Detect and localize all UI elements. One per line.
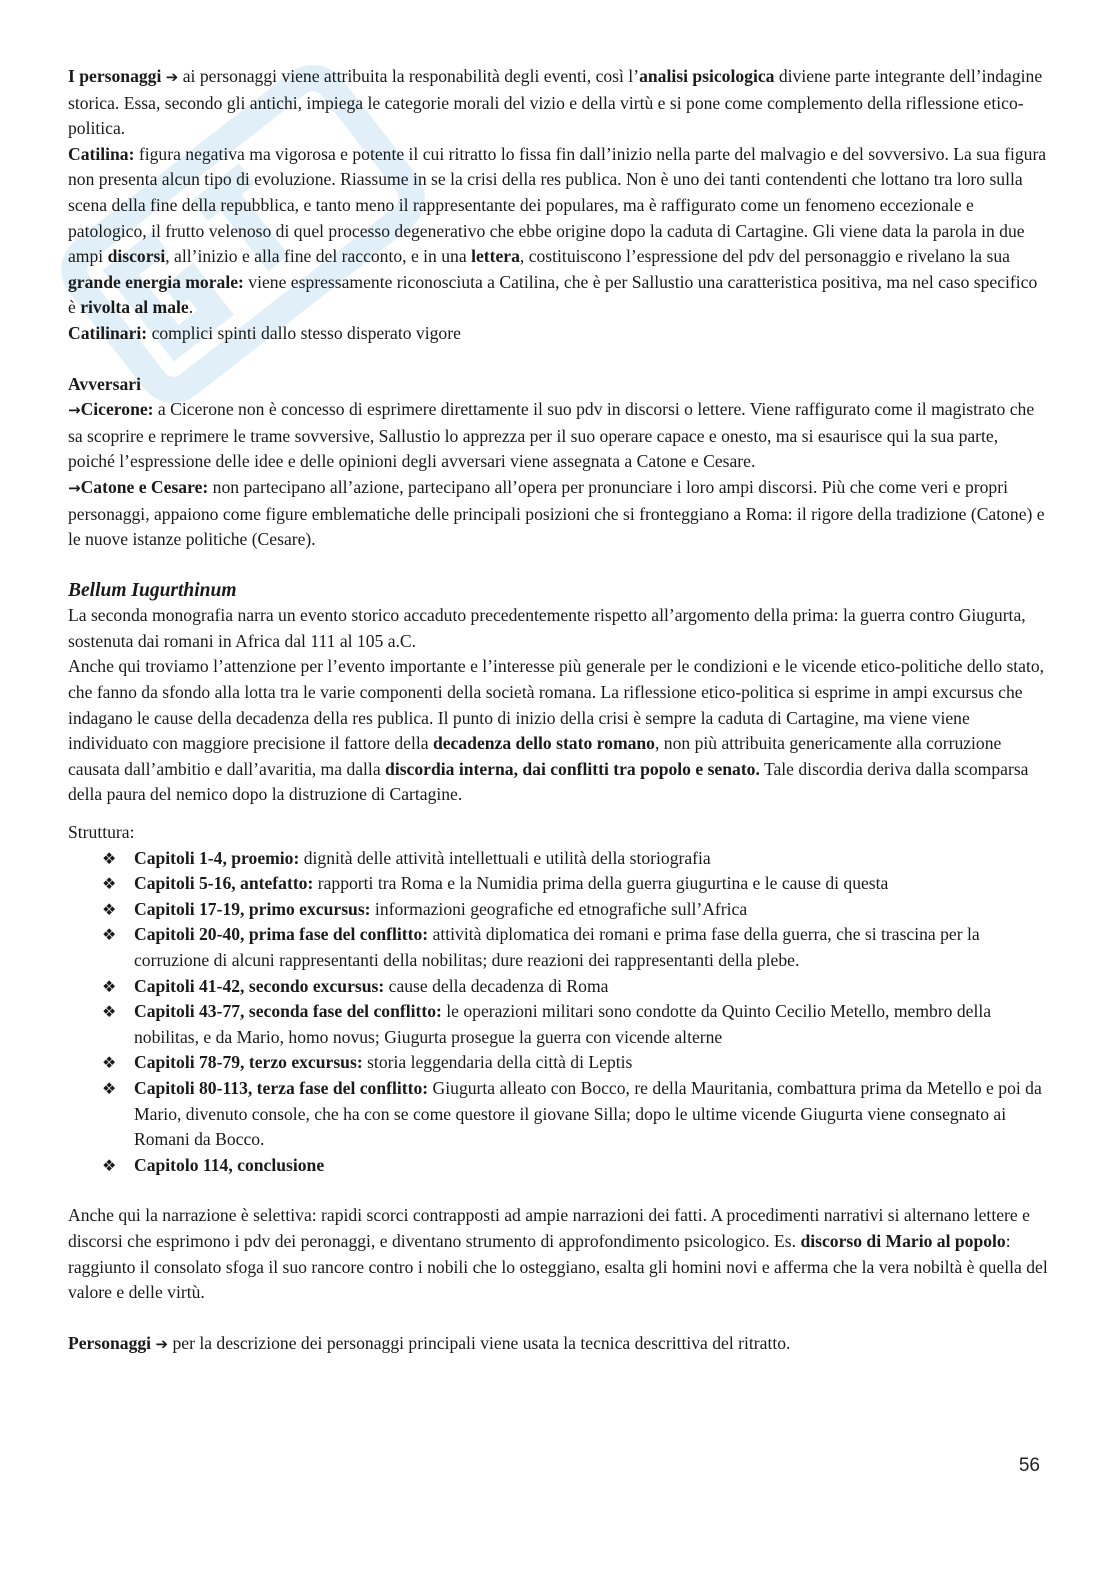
heading-bellum-iugurthinum: Bellum Iugurthinum	[68, 579, 237, 601]
diamond-bullet-icon: ❖	[102, 1002, 117, 1022]
paragraph-cicerone: →Cicerone: a Cicerone non è concesso di esprimere direttamente il suo pdv in discorsi o lettere. Viene raffigurato come il magistrato che sa scoprire e reprimere le trame sovversive, Sallustio lo apprezza per il suo operare capace e onesto, ma si esaurisce qui la sua parte, poiché l’espressione delle idee e delle opinioni degli avversari viene assegnata a Catone e Cesare.	[68, 399, 1035, 472]
paragraph-catilina: Catilina: figura negativa ma vigorosa e potente il cui ritratto lo fissa fin dall’inizio nella parte del malvagio e del sovversivo. La sua figura non presenta alcun tipo di evoluzione. Riassume in se la crisi della res publica. Non è uno dei tanti contendenti che lottano tra loro sulla scena della fine della repubblica, e tanto meno il rappresentante dei populares, ma è raffigurato come un fenomeno eccezionale e patologico, il frutto velenoso di quel processo degenerativo che ebbe origine dopo la caduta di Cartagine. Gli viene data la parola in due ampi discorsi, all’inizio e alla fine del racconto, e in una lettera, costituiscono l’espressione del pdv del personaggio e rivelano la sua grande energia morale: viene espressamente riconosciuta a Catilina, che è per Sallustio una caratteristica positiva, ma nel caso specifico è rivolta al male.	[68, 143, 1047, 318]
term-catone-cesare: Catone e Cesare:	[80, 476, 209, 497]
diamond-bullet-icon: ❖	[102, 848, 117, 868]
diamond-bullet-icon: ❖	[102, 874, 117, 894]
diamond-bullet-icon: ❖	[102, 1078, 117, 1098]
list-item: ❖ Capitoli 41-42, secondo excursus: cause della decadenza di Roma	[102, 974, 1048, 1000]
arrow-icon: →	[68, 478, 81, 497]
heading-avversari: Avversari	[68, 373, 141, 394]
paragraph-catilinari: Catilinari: complici spinti dallo stesso disperato vigore	[68, 322, 461, 343]
list-item: ❖ Capitoli 78-79, terzo excursus: storia leggendaria della città di Leptis	[102, 1050, 1048, 1076]
term-catilina: Catilina:	[68, 143, 135, 164]
term-cicerone: Cicerone:	[80, 399, 154, 420]
arrow-icon: ➔	[165, 68, 179, 86]
struttura-label: Struttura:	[68, 822, 135, 843]
paragraph-narrazione: Anche qui la narrazione è selettiva: rapidi scorci contrapposti ad ampie narrazioni dei fatti. A procedimenti narrativi si alternano lettere e discorsi che esprimono i pdv dei peronaggi, e diventano strumento di approfondimento psicologico. Es. discorso di Mario al popolo: raggiunto il consolato sfoga il suo rancore contro i nobili che lo osteggiano, esalta gli homini novi e afferma che la vera nobiltà è quella del valore e delle virtù.	[68, 1205, 1048, 1303]
arrow-icon: ➔	[155, 1334, 169, 1353]
list-item: ❖ Capitoli 20-40, prima fase del conflitto: attività diplomatica dei romani e prima fase della guerra, che si trascina per la corruzione di alcuni rappresentanti della nobilitas; dure reazioni dei rappresentanti della plebe.	[102, 924, 980, 970]
diamond-bullet-icon: ❖	[102, 1155, 117, 1175]
term-personaggi: I personaggi	[68, 66, 162, 86]
diamond-bullet-icon: ❖	[102, 1053, 117, 1073]
paragraph-bellum-analysis: Anche qui troviamo l’attenzione per l’evento importante e l’interesse più generale per le condizioni e le vicende etico-politiche dello stato, che fanno da sfondo alla lotta tra le varie componenti della società romana. La riflessione etico-politica si esprime in ampi excursus che indagano le cause della decadenza della res publica. Il punto di inizio della crisi è sempre la caduta di Cartagine, ma viene viene individuato con maggiore precisione il fattore della decadenza dello stato romano, non più attribuita genericamente alla corruzione causata dall’ambitio e dall’avaritia, ma dalla discordia interna, dai conflitti tra popolo e senato. Tale discordia deriva dalla scomparsa della paura del nemico dopo la distruzione di Cartagine.	[68, 656, 1045, 805]
diamond-bullet-icon: ❖	[102, 925, 117, 945]
paragraph-personaggi-ritratto: Personaggi ➔ per la descrizione dei personaggi principali viene usata la tecnica descrittiva del ritratto.	[68, 1332, 791, 1353]
paragraph-bellum-intro: La seconda monografia narra un evento storico accaduto precedentemente rispetto all’argomento della prima: la guerra contro Giugurta, sostenuta dai romani in Africa dal 111 al 105 a.C.	[68, 605, 1026, 651]
diamond-bullet-icon: ❖	[102, 976, 117, 996]
paragraph-catone-cesare: →Catone e Cesare: non partecipano all’azione, partecipano all’opera per pronunciare i loro ampi discorsi. Più che come veri e propri personaggi, appaiono come figure emblematiche delle principali posizioni che si fronteggiano a Roma: il rigore della tradizione (Catone) e le nuove istanze politiche (Cesare).	[68, 476, 1045, 550]
paragraph-personaggi: I personaggi ➔ ai personaggi viene attribuita la responabilità degli eventi, così l’analisi psicologica diviene parte integrante dell’indagine storica. Essa, secondo gli antichi, impiega le categorie morali del vizio e della virtù e si pone come complemento della riflessione etico-politica.	[68, 66, 1043, 139]
page-number: 56	[1018, 1455, 1040, 1476]
term-personaggi-2: Personaggi	[68, 1332, 152, 1353]
diamond-bullet-icon: ❖	[102, 899, 117, 919]
list-item: ❖ Capitolo 114, conclusione	[102, 1153, 1048, 1179]
struttura-list	[68, 846, 1048, 1179]
document-page	[68, 64, 1048, 1357]
list-item: ❖ Capitoli 17-19, primo excursus: informazioni geografiche ed etnografiche sull’Africa	[102, 897, 1048, 923]
list-item: ❖ Capitoli 5-16, antefatto: rapporti tra Roma e la Numidia prima della guerra giugurtina e le cause di questa	[102, 871, 1048, 897]
list-item: ❖ Capitoli 43-77, seconda fase del conflitto: le operazioni militari sono condotte da Quinto Cecilio Metello, membro della nobilitas, e da Mario, homo novus; Giugurta prosegue la guerra con vicende alterne	[102, 1001, 992, 1047]
term-catilinari: Catilinari:	[68, 322, 148, 343]
list-item: ❖ Capitoli 1-4, proemio: dignità delle attività intellettuali e utilità della storiografia	[102, 846, 1048, 872]
list-item: ❖ Capitoli 80-113, terza fase del conflitto: Giugurta alleato con Bocco, re della Mauritania, combattura prima da Metello e poi da Mario, divenuto console, che ha con se come questore il giovane Silla; dopo le ultime vicende Giugurta viene consegnato ai Romani da Bocco.	[102, 1077, 1042, 1150]
arrow-icon: →	[68, 401, 81, 420]
